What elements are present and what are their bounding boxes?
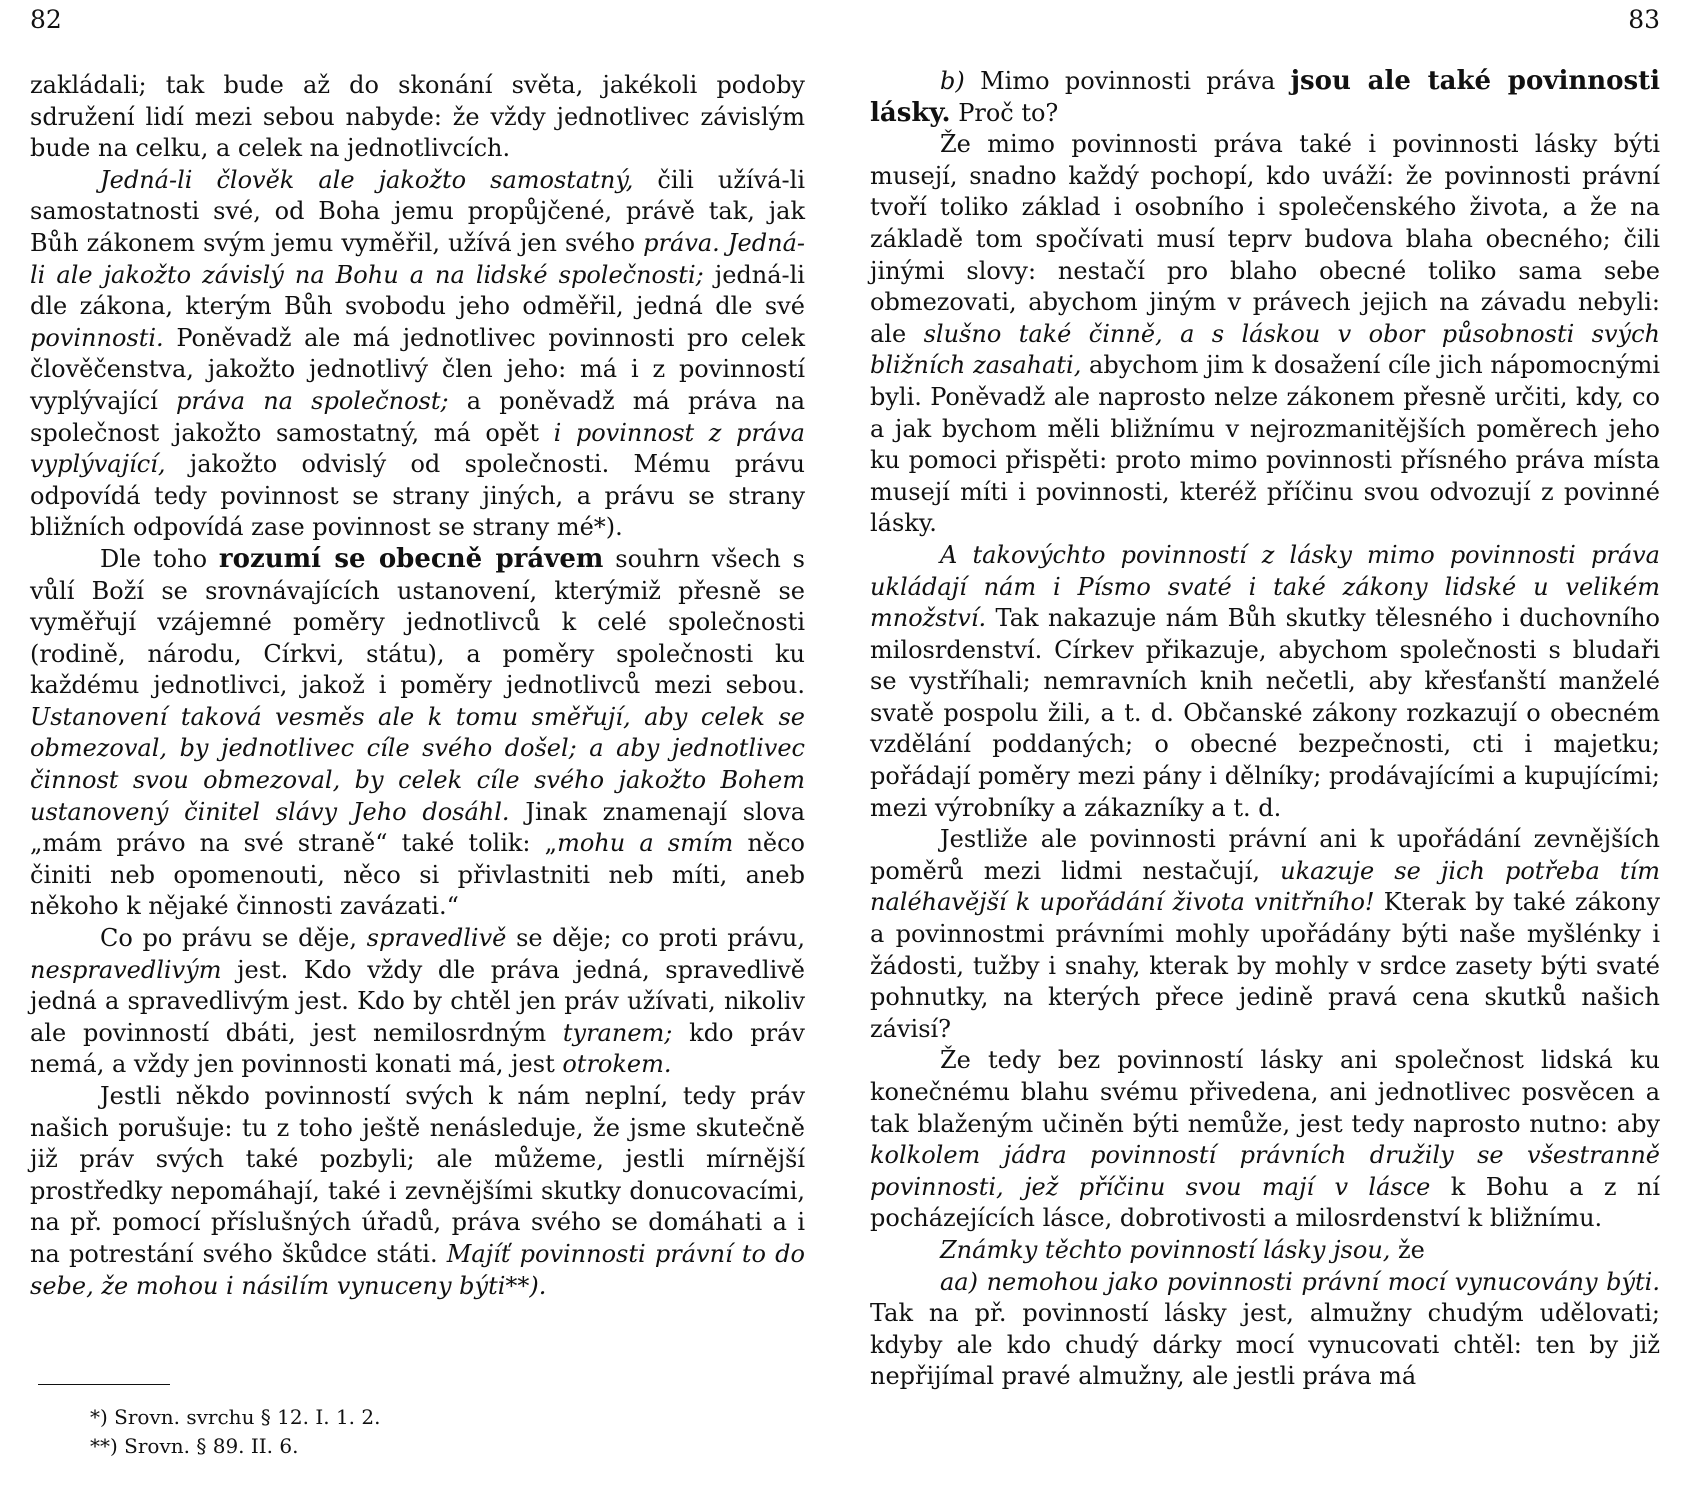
italic-run: ukazuje se jich potřeba tím naléhavější k upořádání života vnitřního! [870, 856, 1660, 917]
italic-run: práva na společnost; [176, 386, 449, 415]
text-run: Že mimo povinnosti práva také i povinnosti lásky býti musejí, snadno každý pochopí, kdo uváží: že povinnosti právní tvoří toliko základ i osobního i společenského života, a že na základě tom spočívati musí teprv budova blaha obecného; čili jinými slovy: nestačí pro blaho obecné toliko sama sebe obmezovati, abychom jiným v právech jejich na závadu nebyli: ale [870, 130, 1660, 348]
italic-run: nespravedlivým [30, 955, 222, 984]
italic-run: Ustanovení taková vesměs ale k tomu směřují, aby celek se obmezoval, by jednotlivec cíle svého došel; a aby jednotlivec činnost svou obmezoval, by celek cíle svého jakožto Bohem ustanovený činitel slávy Jeho dosáhl. [30, 702, 805, 826]
paragraph [870, 1045, 1660, 1235]
italic-run: kolkolem jádra povinností právních družily se všestranně povinnosti, jež příčinu svou mají v lásce [870, 1141, 1660, 1201]
text-run: Jestli někdo povinností svých k nám neplní, tedy práv našich porušuje: tu z toho ještě nenásleduje, že jsme skutečně již práv svých také pozbyli; ale můžeme, jestli mírnější prostředky nepomáhají, také i zevnějšími skutky donucovacími, na př. pomocí příslušných úřadů, práva svého se domáhati a i na potrestání svého škůdce státi. [30, 1082, 805, 1268]
text-run: Dle toho [100, 544, 219, 573]
paragraph [30, 70, 805, 165]
italic-run: povinnosti. [30, 323, 164, 352]
bold-run: rozumí se obecně právem [218, 543, 604, 574]
text-run: jedná-li dle zákona, kterým Bůh svobodu jeho odměřil, jedná dle své [30, 260, 805, 321]
italic-run: i povinnost z práva vyplývající, [30, 418, 805, 479]
paragraph [30, 544, 805, 923]
footnote-2: **) Srovn. § 89. II. 6. [90, 1434, 299, 1458]
paragraph [870, 824, 1660, 1045]
footnotes [90, 1403, 380, 1461]
text-run: souhrn všech s vůlí Boží se srovnávajících ustanovení, kterýmiž přesně se vyměřují vzájemné poměry jednotlivců k celé společnosti (rodině, národu, Církvi, státu), a poměry společnosti ku každému jednotlivci, jakož i poměry jednotlivců mezi sebou. [30, 544, 805, 700]
left-page-body [30, 70, 805, 1302]
italic-run: Majíť povinnosti právní to do sebe, že mohou i násilím vynuceny býti**). [30, 1239, 805, 1300]
footnote-divider [38, 1384, 170, 1385]
text-run: Mimo povinnosti práva [964, 67, 1291, 95]
italic-run: b) [940, 67, 965, 95]
paragraph [870, 1267, 1660, 1393]
text-run: Tak na př. povinností lásky jest, almužny chudým udělovati; kdyby ale kdo chudý dárky mocí vynucovati chtěl: ten by již nepřijímal pravé almužny, ale jestli práva má [870, 1299, 1660, 1391]
text-run: Kterak by také zákony a povinnostmi právními mohly upořádány býti naše myšlénky i žádosti, tužby i snahy, kterak by mohly v srdce zasety býti svaté pohnutky, na kterých přece jedině pravá cena skutků našich závisí? [870, 888, 1660, 1043]
paragraph [870, 1235, 1660, 1267]
text-run: jest. Kdo vždy dle práva jedná, spravedlivě jedná a spravedlivým jest. Kdo by chtěl jen práv užívati, nikoliv ale povinností dbáti, jest nemilosrdným [30, 955, 805, 1047]
text-run: k Bohu a z ní pocházejících lásce, dobrotivosti a milosrdenství k bližnímu. [870, 1172, 1660, 1233]
text-run: kdo práv nemá, a vždy jen povinnosti konati má, jest [30, 1018, 805, 1079]
text-run: čili užívá-li samostatnosti své, od Boha jemu propůjčené, právě tak, jak Bůh zákonem svým jemu vyměřil, užívá jen svého [30, 165, 805, 257]
italic-run: Známky těchto povinností lásky jsou, [940, 1235, 1391, 1264]
text-run: a poněvadž má práva na společnost jakožto samostatný, má opět [30, 386, 806, 447]
paragraph [870, 66, 1660, 129]
text-run: Že tedy bez povinností lásky ani společnost lidská ku konečnému blahu svému přivedena, ani jednotlivec posvěcen a tak blaženým učiněn býti nemůže, jest tedy naprosto nutno: aby [870, 1046, 1660, 1138]
italic-run: slušno také činně, a s láskou v obor působnosti svých bližních zasahati, [870, 319, 1660, 380]
italic-run: mohu a smím [557, 829, 734, 858]
right-page [870, 0, 1660, 1500]
right-page-body [870, 66, 1660, 1393]
text-run: že [1390, 1235, 1425, 1264]
text-run: jakožto odvislý od společnosti. Mému právu odpovídá tedy povinnost se strany jiných, a právu se strany bližních odpovídá zase povinnost se strany mé*). [30, 450, 805, 542]
bold-run: jsou ale také povinnosti lásky. [870, 66, 1660, 128]
left-page-number: 82 [30, 5, 62, 34]
italic-run: spravedlivě [366, 924, 507, 953]
text-run: Co po právu se děje, [100, 924, 367, 953]
paragraph [870, 129, 1660, 540]
text-run: Proč to? [950, 98, 1059, 127]
italic-run: tyranem; [562, 1018, 673, 1047]
paragraph [30, 1081, 805, 1302]
italic-run: práva. Jedná-li ale jakožto závislý na Bohu a na lidské společnosti; [30, 228, 805, 289]
text-run: Jestliže ale povinnosti právní ani k upořádání zevnějších poměrů mezi lidmi nestačují, [870, 825, 1660, 885]
paragraph [870, 540, 1660, 824]
paragraph [30, 923, 805, 1081]
text-run: Poněvadž ale má jednotlivec povinnosti pro celek člověčenstva, jakožto jednotlivý člen jeho: má i z povinností vyplývající [30, 323, 805, 415]
paragraph [30, 165, 805, 544]
text-run: abychom jim k dosažení cíle jich nápomocnými byli. Poněvadž ale naprosto nelze zákonem přesně určiti, kdy, co a jak bychom měli bližnímu v nejrozmanitějších poměrech jeho ku pomoci přispěti: proto mimo povinnosti přísného práva místa musejí míti i povinnosti, kteréž příčinu svou odvozují z povinné lásky. [870, 351, 1661, 538]
text-run: zakládali; tak bude až do skonání světa, jakékoli podoby sdružení lidí mezi sebou nabyde: že vždy jednotlivec závislým bude na celku, a celek na jednotlivcích. [30, 71, 805, 163]
text-run: se děje; co proti právu, [506, 924, 805, 953]
italic-run: otrokem. [562, 1050, 672, 1079]
footnote-1: *) Srovn. svrchu § 12. I. 1. 2. [90, 1405, 381, 1429]
left-page [30, 0, 805, 1500]
text-run: Jinak znamenají slova „mám právo na své straně“ také tolik: „ [30, 797, 805, 858]
text-run: něco činiti neb opomenouti, něco si přivlastniti neb míti, aneb někoho k nějaké činnosti zavázati.“ [30, 829, 805, 921]
italic-run: A takovýchto povinností z lásky mimo povinnosti práva ukládají nám i Písmo svaté i také zákony lidské u velikém množství. [870, 540, 1660, 633]
right-page-number: 83 [1628, 5, 1660, 34]
italic-run: aa) nemohou jako povinnosti právní mocí vynucovány býti. [940, 1267, 1660, 1296]
italic-run: Jedná-li člověk ale jakožto samostatný, [100, 165, 634, 194]
text-run: Tak nakazuje nám Bůh skutky tělesného i duchovního milosrdenství. Církev přikazuje, abychom společnosti s bludaři se vystříhali; nemravních knih nečetli, aby křesťanští manželé svatě pospolu žili, a t. d. Občanské zákony rozkazují o obecném vzdělání poddaných; o obecné bezpečnosti, cti i majetku; pořádají poměry mezi pány i dělníky; prodávajícími a kupujícími; mezi výrobníky a zákazníky a t. d. [870, 604, 1660, 822]
